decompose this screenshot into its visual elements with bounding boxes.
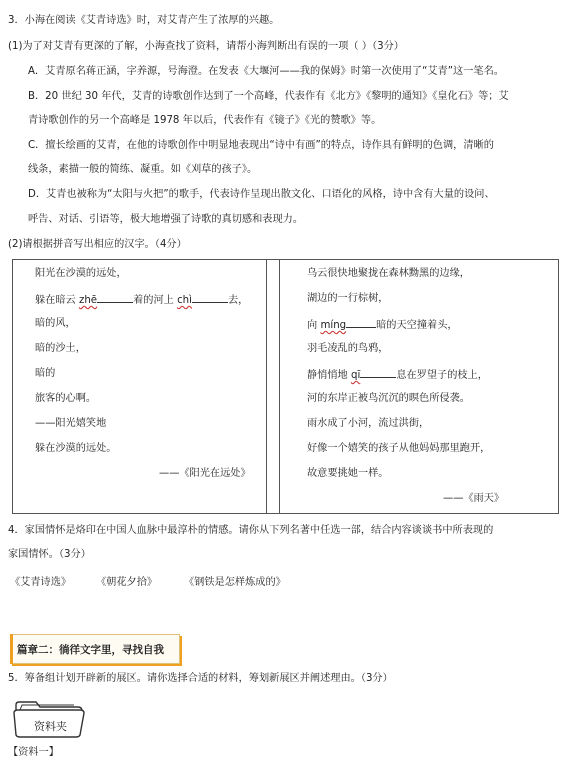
poem-right-line: 雨水成了小河，流过洪街，: [307, 418, 430, 429]
poem-left-line: 旅客的心啊。: [35, 393, 97, 404]
q3-sub1: (1)为了对艾青有更深的了解，小海查找了资料，请帮小海判断出有误的一项（ ）（3分）: [8, 41, 404, 52]
pinyin-chi: chì: [177, 295, 192, 306]
q3-option-d-line1: D．艾青也被称为“太阳与火把”的歌手，代表诗作呈现出散文化、口语化的风格，诗中含有大量的设问、: [28, 189, 495, 200]
poem-right-line: 故意要挑她一样。: [307, 468, 389, 479]
column-divider: [266, 260, 267, 513]
poem-table: [12, 259, 559, 514]
poem-right-line-blank: [307, 316, 458, 331]
q3-sub2: (2)请根据拼音写出相应的汉字。（4分）: [8, 239, 187, 250]
book-option: 《钢铁是怎样炼成的》: [184, 577, 286, 588]
book-option: 《朝花夕拾》: [96, 577, 158, 588]
folder-label: 资料夹: [34, 720, 67, 733]
text: 暗的天空撞着头，: [376, 320, 458, 331]
poem-right-source: ——《雨天》: [443, 493, 505, 504]
material-1-title: 【资料一】: [8, 747, 59, 758]
text: 躲在暗云: [35, 295, 76, 306]
poem-right-line: 乌云很快地聚拢在森林黝黑的边缘，: [307, 268, 470, 279]
answer-blank[interactable]: [360, 366, 396, 378]
book-option: 《艾青诗选》: [10, 577, 72, 588]
poem-left-line: 暗的: [35, 368, 56, 379]
poem-right-line: 河的东岸正被鸟沉沉的暝色所侵袭。: [307, 393, 470, 404]
section-title: 篇章二：徜徉文字里，寻找自我: [17, 644, 164, 656]
poem-left-line: 暗的沙土，: [35, 343, 86, 354]
poem-right-line-blank: [307, 366, 488, 381]
pinyin-qi: qī: [351, 370, 361, 381]
poem-left-line: ——阳光嬉笑地: [35, 418, 107, 429]
q3-option-d-line2: 呼告、对话、引语等，极大地增强了诗歌的真切感和表现力。: [28, 214, 304, 225]
q4-line2: 家国情怀。（3分）: [8, 549, 91, 560]
text: 静悄悄地: [307, 370, 348, 381]
poem-left-line: 阳光在沙漠的远处，: [35, 268, 127, 279]
q3-option-a: A．艾青原名蒋正涵，字养源，号海澄。在发表《大堰河——我的保姆》时第一次使用了“艾青”这一笔名。: [28, 66, 504, 77]
q3-title: 3．小海在阅读《艾青诗选》时，对艾青产生了浓厚的兴趣。: [8, 15, 280, 26]
poem-left-line: 暗的风，: [35, 318, 76, 329]
badge-accent-bar: [10, 634, 13, 664]
q3-option-b-line1: B．20 世纪 30 年代，艾青的诗歌创作达到了一个高峰，代表作有《北方》《黎明的通知》《皇化石》等；艾: [28, 91, 509, 102]
q3-option-c-line2: 线条，素描一般的简练、凝重。如《刈草的孩子》。: [28, 164, 258, 175]
q5-line1: 5．筹备组计划开辟新的展区。请你选择合适的材料，筹划新展区并阐述理由。（3分）: [8, 673, 393, 684]
pinyin-zhe: zhē: [79, 295, 98, 306]
q4-line1: 4．家国情怀是烙印在中国人血脉中最淳朴的情感。请你从下列名著中任选一部，结合内容谈谈书中所表现的: [8, 525, 494, 536]
answer-blank[interactable]: [346, 316, 376, 328]
poem-right-line: 羽毛凌乱的鸟鸦，: [307, 343, 389, 354]
answer-blank[interactable]: [97, 291, 133, 303]
poem-right-line: 好像一个嬉笑的孩子从他妈妈那里跑开，: [307, 443, 491, 454]
q3-option-c-line1: C．擅长绘画的艾青，在他的诗歌创作中明显地表现出“诗中有画”的特点，诗作具有鲜明的色调，清晰的: [28, 140, 494, 151]
poem-left-line-blanks: [35, 291, 248, 306]
text: 着的河上: [133, 295, 174, 306]
poem-left-source: ——《阳光在远处》: [159, 468, 251, 479]
folder-icon: [12, 699, 86, 739]
column-divider: [279, 260, 280, 513]
poem-left-line: 躲在沙漠的远处。: [35, 443, 117, 454]
poem-right-line: 湖边的一行棕树，: [307, 293, 389, 304]
text: 向: [307, 320, 318, 331]
text: 息在罗望子的枝上，: [396, 370, 488, 381]
text: 去，: [227, 295, 249, 306]
pinyin-ming: míng: [320, 320, 347, 331]
answer-blank[interactable]: [192, 291, 228, 303]
section-badge: [10, 634, 180, 664]
q3-option-b-line2: 青诗歌创作的另一个高峰是 1978 年以后，代表作有《镜子》《光的赞歌》等。: [28, 115, 382, 126]
